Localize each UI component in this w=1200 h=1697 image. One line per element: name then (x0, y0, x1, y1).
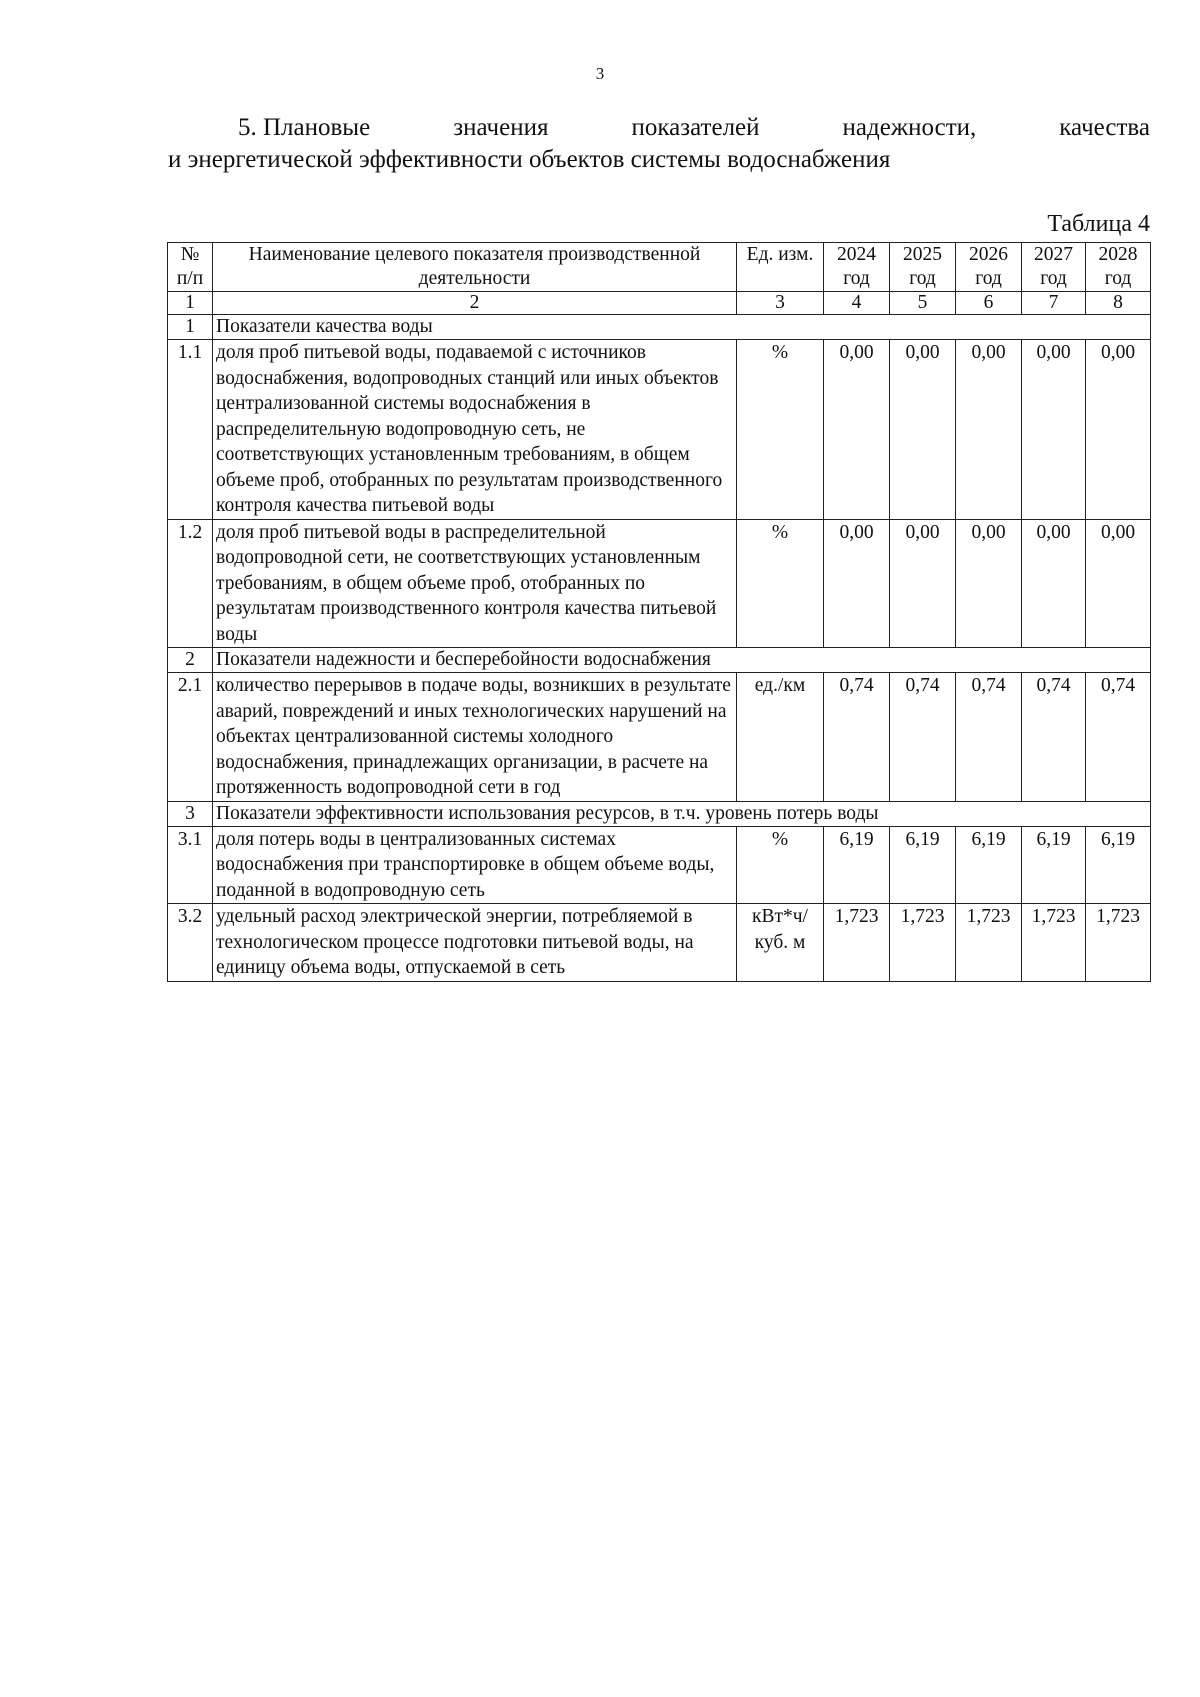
indicator-name: количество перерывов в подаче воды, возникших в результате аварий, повреждений и иных технологических нарушений на объектах централизованной системы холодного водоснабжения, принадлежащих организации, в расчете на протяженность водопроводной сети в год (213, 673, 737, 802)
value-cell: 6,19 (824, 826, 890, 904)
value-cell: 0,00 (1022, 519, 1086, 648)
value-cell: 0,00 (824, 340, 890, 520)
indicator-name: доля проб питьевой воды, подаваемой с источников водоснабжения, водопроводных станций или иных объектов централизованной системы водоснабжения в распределительную водопроводную сеть, не соответствующих установленным требованиям, в общем объеме проб, отобранных по результатам производственного контроля качества питьевой воды (213, 340, 737, 520)
header-year: 2024 год (824, 243, 890, 292)
indicators-table (167, 242, 1151, 982)
column-number: 1 (168, 292, 213, 315)
header-year: 2028 год (1086, 243, 1151, 292)
row-num: 1 (168, 315, 213, 340)
value-cell: 0,00 (956, 340, 1022, 520)
value-cell: 1,723 (1086, 904, 1151, 982)
header-name: Наименование целевого показателя производственной деятельности (213, 243, 737, 292)
header-year: 2027 год (1022, 243, 1086, 292)
indicator-name: доля потерь воды в централизованных системах водоснабжения при транспортировке в общем объеме воды, поданной в водопроводную сеть (213, 826, 737, 904)
value-cell: 1,723 (1022, 904, 1086, 982)
table-row (168, 673, 1151, 802)
table-row (168, 826, 1151, 904)
page-number: 3 (595, 64, 605, 83)
value-cell: 1,723 (956, 904, 1022, 982)
header-unit: Ед. изм. (737, 243, 824, 292)
header-year: 2026 год (956, 243, 1022, 292)
value-cell: 0,00 (1022, 340, 1086, 520)
value-cell: 6,19 (956, 826, 1022, 904)
section-row (168, 648, 1151, 673)
section-row (168, 801, 1151, 826)
unit-cell: кВт*ч/ куб. м (737, 904, 824, 982)
section-title: Показатели надежности и бесперебойности водоснабжения (213, 648, 1151, 673)
table-row (168, 904, 1151, 982)
value-cell: 0,00 (890, 340, 956, 520)
value-cell: 0,74 (890, 673, 956, 802)
value-cell: 1,723 (824, 904, 890, 982)
heading-line-2: и энергетической эффективности объектов системы водоснабжения (168, 146, 891, 173)
section-title: Показатели эффективности использования ресурсов, в т.ч. уровень потерь воды (213, 801, 1151, 826)
heading-word: показателей (631, 114, 760, 141)
row-num: 3.2 (168, 904, 213, 982)
header-num: № п/п (168, 243, 213, 292)
row-num: 1.2 (168, 519, 213, 648)
column-number: 6 (956, 292, 1022, 315)
value-cell: 6,19 (1086, 826, 1151, 904)
row-num: 1.1 (168, 340, 213, 520)
row-num: 3.1 (168, 826, 213, 904)
heading-word: значения (453, 114, 549, 141)
section-title: Показатели качества воды (213, 315, 1151, 340)
table-row (168, 519, 1151, 648)
column-number: 2 (213, 292, 737, 315)
heading-word: надежности, (842, 114, 977, 141)
table-caption: Таблица 4 (1047, 211, 1150, 237)
section-heading (168, 112, 1150, 176)
column-number: 4 (824, 292, 890, 315)
row-num: 3 (168, 801, 213, 826)
heading-word: качества (1059, 114, 1150, 141)
value-cell: 0,74 (824, 673, 890, 802)
section-row (168, 315, 1151, 340)
unit-cell: ед./км (737, 673, 824, 802)
value-cell: 0,00 (824, 519, 890, 648)
value-cell: 0,74 (1022, 673, 1086, 802)
column-number-row (168, 292, 1151, 315)
column-number: 3 (737, 292, 824, 315)
value-cell: 6,19 (890, 826, 956, 904)
value-cell: 0,00 (890, 519, 956, 648)
indicator-name: удельный расход электрической энергии, потребляемой в технологическом процессе подготовки питьевой воды, на единицу объема воды, отпускаемой в сеть (213, 904, 737, 982)
value-cell: 0,00 (1086, 340, 1151, 520)
value-cell: 6,19 (1022, 826, 1086, 904)
value-cell: 0,00 (956, 519, 1022, 648)
column-number: 5 (890, 292, 956, 315)
indicator-name: доля проб питьевой воды в распределительной водопроводной сети, не соответствующих установленным требованиям, в общем объеме проб, отобранных по результатам производственного контроля качества питьевой воды (213, 519, 737, 648)
unit-cell: % (737, 826, 824, 904)
value-cell: 0,74 (956, 673, 1022, 802)
row-num: 2.1 (168, 673, 213, 802)
unit-cell: % (737, 519, 824, 648)
column-number: 8 (1086, 292, 1151, 315)
table-row (168, 340, 1151, 520)
value-cell: 1,723 (890, 904, 956, 982)
header-row (168, 243, 1151, 292)
column-number: 7 (1022, 292, 1086, 315)
header-year: 2025 год (890, 243, 956, 292)
heading-word: 5. Плановые (238, 114, 371, 141)
heading-line-1 (168, 112, 1150, 144)
value-cell: 0,74 (1086, 673, 1151, 802)
value-cell: 0,00 (1086, 519, 1151, 648)
row-num: 2 (168, 648, 213, 673)
unit-cell: % (737, 340, 824, 520)
